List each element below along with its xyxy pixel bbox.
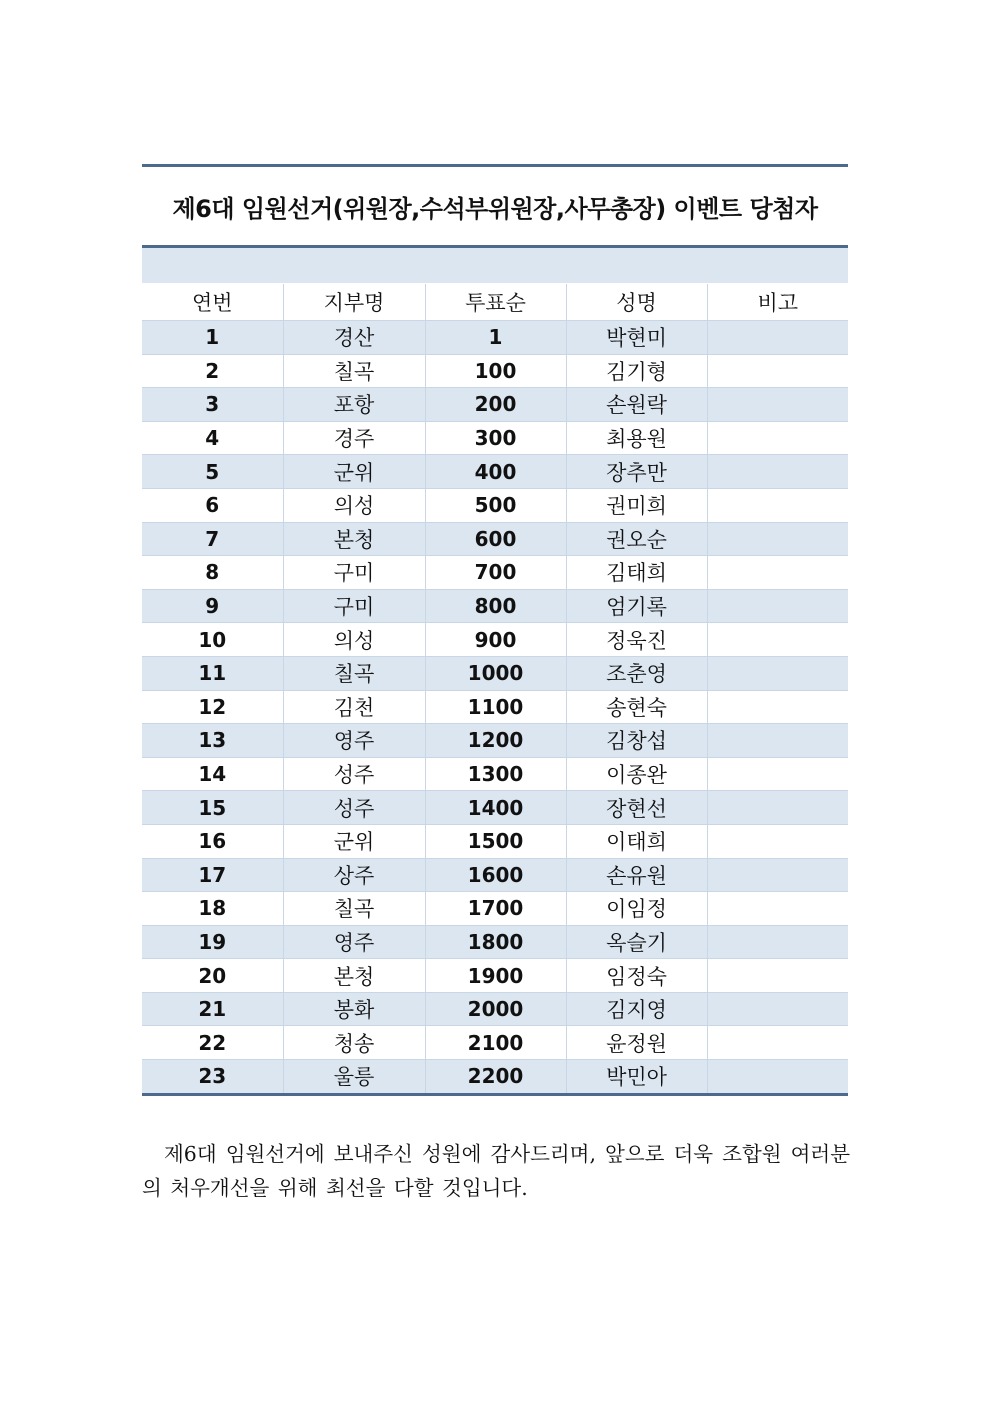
branch-name: 성주 xyxy=(283,791,425,825)
vote-order: 1000 xyxy=(425,656,566,690)
column-header: 지부명 xyxy=(283,284,425,321)
remarks xyxy=(707,421,848,455)
branch-name: 의성 xyxy=(283,488,425,522)
vote-order: 700 xyxy=(425,556,566,590)
row-number: 12 xyxy=(142,690,283,724)
row-number: 8 xyxy=(142,556,283,590)
row-number: 2 xyxy=(142,354,283,388)
winner-name: 이종완 xyxy=(566,757,707,791)
table-row xyxy=(142,925,848,959)
vote-order: 2000 xyxy=(425,992,566,1026)
remarks xyxy=(707,757,848,791)
table-row xyxy=(142,488,848,522)
winner-name: 김창섭 xyxy=(566,724,707,758)
winners-sheet xyxy=(142,164,848,1096)
table-row xyxy=(142,455,848,489)
remarks xyxy=(707,354,848,388)
branch-name: 청송 xyxy=(283,1026,425,1060)
row-number: 14 xyxy=(142,757,283,791)
branch-name: 군위 xyxy=(283,824,425,858)
column-header: 투표순 xyxy=(425,284,566,321)
remarks xyxy=(707,858,848,892)
table-row xyxy=(142,858,848,892)
row-number: 20 xyxy=(142,959,283,993)
row-number: 16 xyxy=(142,824,283,858)
vote-order: 900 xyxy=(425,623,566,657)
table-row xyxy=(142,421,848,455)
row-number: 19 xyxy=(142,925,283,959)
branch-name: 군위 xyxy=(283,455,425,489)
remarks xyxy=(707,488,848,522)
table-row xyxy=(142,321,848,355)
remarks xyxy=(707,959,848,993)
branch-name: 포항 xyxy=(283,388,425,422)
table-row xyxy=(142,388,848,422)
winner-name: 장추만 xyxy=(566,455,707,489)
branch-name: 영주 xyxy=(283,724,425,758)
row-number: 1 xyxy=(142,321,283,355)
table-row xyxy=(142,522,848,556)
branch-name: 영주 xyxy=(283,925,425,959)
winner-name: 손원락 xyxy=(566,388,707,422)
winner-name: 이임정 xyxy=(566,892,707,926)
branch-name: 봉화 xyxy=(283,992,425,1026)
vote-order: 200 xyxy=(425,388,566,422)
row-number: 10 xyxy=(142,623,283,657)
table-row xyxy=(142,724,848,758)
vote-order: 1900 xyxy=(425,959,566,993)
branch-name: 본청 xyxy=(283,522,425,556)
remarks xyxy=(707,656,848,690)
vote-order: 300 xyxy=(425,421,566,455)
branch-name: 구미 xyxy=(283,589,425,623)
winner-name: 엄기록 xyxy=(566,589,707,623)
row-number: 3 xyxy=(142,388,283,422)
row-number: 7 xyxy=(142,522,283,556)
closing-note: 제6대 임원선거에 보내주신 성원에 감사드리며, 앞으로 더욱 조합원 여러분의 처우개선을 위해 최선을 다할 것입니다. xyxy=(142,1141,850,1200)
winners-table xyxy=(142,284,848,1096)
remarks xyxy=(707,690,848,724)
vote-order: 1 xyxy=(425,321,566,355)
row-number: 22 xyxy=(142,1026,283,1060)
row-number: 23 xyxy=(142,1060,283,1095)
vote-order: 100 xyxy=(425,354,566,388)
vote-order: 800 xyxy=(425,589,566,623)
vote-order: 400 xyxy=(425,455,566,489)
winner-name: 송현숙 xyxy=(566,690,707,724)
row-number: 21 xyxy=(142,992,283,1026)
winner-name: 조춘영 xyxy=(566,656,707,690)
vote-order: 1500 xyxy=(425,824,566,858)
row-number: 11 xyxy=(142,656,283,690)
table-row xyxy=(142,757,848,791)
winner-name: 장현선 xyxy=(566,791,707,825)
remarks xyxy=(707,455,848,489)
vote-order: 1400 xyxy=(425,791,566,825)
vote-order: 2200 xyxy=(425,1060,566,1095)
table-row xyxy=(142,992,848,1026)
table-row xyxy=(142,1026,848,1060)
page-title: 제6대 임원선거(위원장,수석부위원장,사무총장) 이벤트 당첨자 xyxy=(172,194,818,223)
remarks xyxy=(707,1026,848,1060)
vote-order: 2100 xyxy=(425,1026,566,1060)
vote-order: 600 xyxy=(425,522,566,556)
table-row xyxy=(142,354,848,388)
remarks xyxy=(707,925,848,959)
title-box xyxy=(142,164,848,248)
remarks xyxy=(707,321,848,355)
row-number: 13 xyxy=(142,724,283,758)
table-body xyxy=(142,321,848,1095)
branch-name: 성주 xyxy=(283,757,425,791)
remarks xyxy=(707,623,848,657)
remarks xyxy=(707,556,848,590)
remarks xyxy=(707,522,848,556)
branch-name: 상주 xyxy=(283,858,425,892)
winner-name: 김지영 xyxy=(566,992,707,1026)
branch-name: 칠곡 xyxy=(283,354,425,388)
remarks xyxy=(707,724,848,758)
vote-order: 1200 xyxy=(425,724,566,758)
vote-order: 1300 xyxy=(425,757,566,791)
winner-name: 박민아 xyxy=(566,1060,707,1095)
branch-name: 김천 xyxy=(283,690,425,724)
row-number: 17 xyxy=(142,858,283,892)
column-header: 연번 xyxy=(142,284,283,321)
table-row xyxy=(142,892,848,926)
branch-name: 칠곡 xyxy=(283,656,425,690)
winner-name: 윤정원 xyxy=(566,1026,707,1060)
row-number: 15 xyxy=(142,791,283,825)
remarks xyxy=(707,892,848,926)
vote-order: 1100 xyxy=(425,690,566,724)
remarks xyxy=(707,791,848,825)
row-number: 6 xyxy=(142,488,283,522)
row-number: 18 xyxy=(142,892,283,926)
winner-name: 정욱진 xyxy=(566,623,707,657)
branch-name: 울릉 xyxy=(283,1060,425,1095)
remarks xyxy=(707,589,848,623)
vote-order: 1700 xyxy=(425,892,566,926)
table-row xyxy=(142,690,848,724)
table-row xyxy=(142,556,848,590)
vote-order: 1600 xyxy=(425,858,566,892)
table-header-row xyxy=(142,284,848,321)
row-number: 4 xyxy=(142,421,283,455)
winner-name: 이태희 xyxy=(566,824,707,858)
row-number: 5 xyxy=(142,455,283,489)
remarks xyxy=(707,388,848,422)
branch-name: 칠곡 xyxy=(283,892,425,926)
winner-name: 박현미 xyxy=(566,321,707,355)
column-header: 비고 xyxy=(707,284,848,321)
branch-name: 구미 xyxy=(283,556,425,590)
winner-name: 옥슬기 xyxy=(566,925,707,959)
row-number: 9 xyxy=(142,589,283,623)
remarks xyxy=(707,1060,848,1095)
winner-name: 김기형 xyxy=(566,354,707,388)
branch-name: 경산 xyxy=(283,321,425,355)
winner-name: 권미희 xyxy=(566,488,707,522)
vote-order: 500 xyxy=(425,488,566,522)
branch-name: 본청 xyxy=(283,959,425,993)
winner-name: 최용원 xyxy=(566,421,707,455)
table-row xyxy=(142,824,848,858)
table-row xyxy=(142,656,848,690)
winner-name: 권오순 xyxy=(566,522,707,556)
table-row xyxy=(142,959,848,993)
branch-name: 의성 xyxy=(283,623,425,657)
vote-order: 1800 xyxy=(425,925,566,959)
remarks xyxy=(707,824,848,858)
column-header: 성명 xyxy=(566,284,707,321)
winner-name: 손유원 xyxy=(566,858,707,892)
winner-name: 임정숙 xyxy=(566,959,707,993)
table-row xyxy=(142,589,848,623)
remarks xyxy=(707,992,848,1026)
branch-name: 경주 xyxy=(283,421,425,455)
table-row xyxy=(142,791,848,825)
table-row xyxy=(142,623,848,657)
winner-name: 김태희 xyxy=(566,556,707,590)
table-row xyxy=(142,1060,848,1095)
header-band xyxy=(142,248,848,284)
